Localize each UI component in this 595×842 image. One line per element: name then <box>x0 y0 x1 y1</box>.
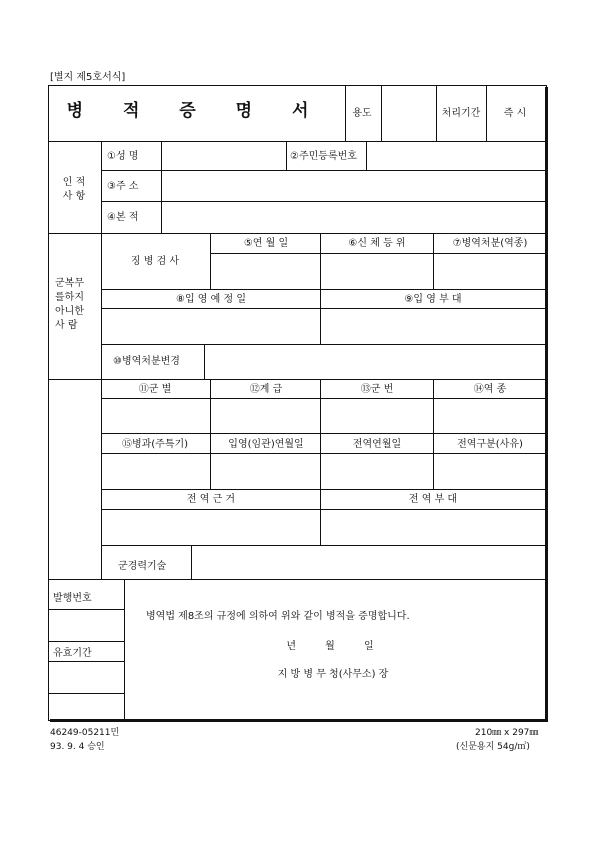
military-disposition-field[interactable] <box>434 254 545 288</box>
validity-field[interactable] <box>49 662 123 692</box>
paper-size: 210㎜ x 297㎜ <box>475 728 539 738</box>
personal-section-label-2: 사 항 <box>62 191 86 202</box>
validity-label: 유효기간 <box>53 648 92 659</box>
name-label: ①성 명 <box>107 151 139 162</box>
discharge-date-label: 전역연월일 <box>352 439 402 450</box>
non-served-label-2: 를하지 <box>55 292 84 303</box>
form-label: [별지 제5호서식] <box>50 72 126 83</box>
discharge-date-field[interactable] <box>321 454 432 488</box>
rank-label: ⑫계 급 <box>249 384 283 395</box>
domicile-label: ④본 적 <box>107 212 139 223</box>
document-title: 병 적 증 명 서 <box>66 101 326 121</box>
frame-shadow-bottom <box>50 719 548 722</box>
resident-no-field[interactable] <box>367 142 545 169</box>
enlistment-date-label: ⑧입 영 예 정 일 <box>176 294 246 305</box>
enlist-commission-date-label: 입영(임관)연월일 <box>228 439 304 450</box>
specialty-label: ⑮병과(주특기) <box>121 439 189 450</box>
discharge-basis-label: 전 역 근 거 <box>186 494 236 505</box>
service-type-field[interactable] <box>434 399 545 432</box>
discharge-type-field[interactable] <box>434 454 545 488</box>
name-field[interactable] <box>162 142 285 169</box>
resident-no-label: ②주민등록번호 <box>290 151 357 162</box>
non-served-label-4: 사 람 <box>55 320 78 331</box>
certify-text: 병역법 제8조의 규정에 의하여 위와 같이 병적을 증명합니다. <box>146 611 410 622</box>
enlistment-unit-field[interactable] <box>321 309 545 343</box>
non-served-label-3: 아니한 <box>55 306 84 317</box>
military-career-field[interactable] <box>192 546 545 578</box>
service-no-field[interactable] <box>321 399 432 432</box>
physical-grade-label: ⑥신 체 등 위 <box>348 238 406 249</box>
address-label: ③주 소 <box>107 181 139 192</box>
date-text: 년 월 일 <box>286 641 374 652</box>
processing-period-value: 즉 시 <box>503 108 527 119</box>
enlistment-date-field[interactable] <box>102 309 319 343</box>
service-type-label: ⑭역 종 <box>473 384 507 395</box>
exam-date-label: ⑤연 월 일 <box>243 238 289 249</box>
disposition-change-field[interactable] <box>205 345 545 378</box>
specialty-field[interactable] <box>102 454 209 488</box>
domicile-field[interactable] <box>162 202 545 232</box>
approval-date: 93. 9. 4 승인 <box>50 742 105 752</box>
non-served-label-1: 군복무 <box>55 278 84 289</box>
discharge-basis-field[interactable] <box>102 510 319 544</box>
conscription-exam-label: 징 병 검 사 <box>130 256 180 267</box>
paper-type: (신문용지 54g/㎡) <box>456 742 530 752</box>
service-no-label: ⑬군 번 <box>360 384 394 395</box>
use-field[interactable] <box>382 86 435 141</box>
issuer-text: 지 방 병 무 청(사무소) 장 <box>277 669 389 680</box>
discharge-unit-label: 전 역 부 대 <box>408 494 458 505</box>
discharge-unit-field[interactable] <box>321 510 545 544</box>
discharge-type-label: 전역구분(사유) <box>457 439 523 450</box>
exam-date-field[interactable] <box>211 254 319 288</box>
enlistment-unit-label: ⑨입 영 부 대 <box>404 294 462 305</box>
address-field[interactable] <box>162 171 545 200</box>
disposition-change-label: ⑩병역처분변경 <box>113 356 180 367</box>
military-career-label: 군경력기술 <box>118 561 167 572</box>
processing-period-label: 처리기간 <box>441 108 481 119</box>
enlist-commission-date-field[interactable] <box>211 454 319 488</box>
issue-no-label: 발행번호 <box>53 593 92 604</box>
physical-grade-field[interactable] <box>321 254 432 288</box>
frame-shadow-right <box>545 87 548 722</box>
personal-section-label-1: 인 적 <box>62 177 86 188</box>
issue-no-field[interactable] <box>49 610 123 640</box>
form-number: 46249-05211민 <box>50 728 120 738</box>
rank-field[interactable] <box>211 399 319 432</box>
use-label: 용도 <box>352 108 372 119</box>
branch-field[interactable] <box>102 399 209 432</box>
military-disposition-label: ⑦병역처분(역종) <box>452 238 528 249</box>
branch-label: ⑪군 별 <box>138 384 172 395</box>
